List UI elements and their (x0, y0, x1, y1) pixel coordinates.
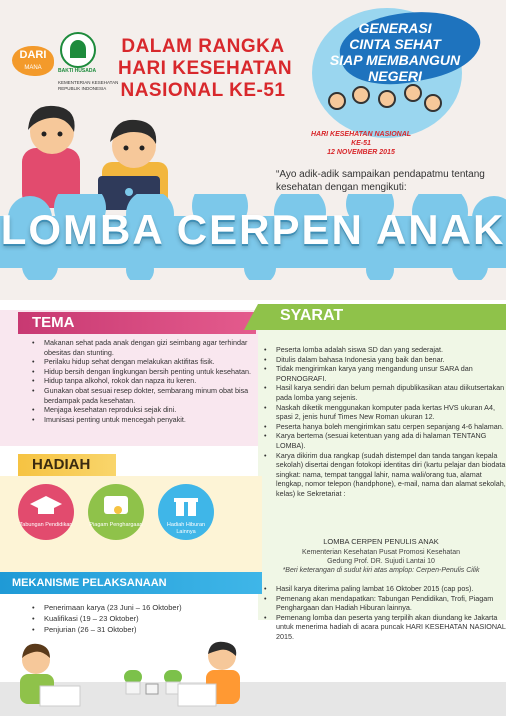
secretariat-address (262, 537, 500, 575)
dari-logo-sub: MANA (24, 65, 42, 71)
mekanisme-list (30, 602, 260, 635)
tema-heading-text: TEMA (32, 314, 75, 331)
badge-ribbon-line2: 12 NOVEMBER 2015 (327, 149, 395, 156)
mekanisme-heading (0, 572, 262, 594)
list-item: • Kualifikasi (19 – 23 Oktober) (40, 613, 260, 624)
address-title: LOMBA CERPEN PENULIS ANAK (323, 537, 439, 546)
event-heading (118, 36, 293, 102)
list-item: • Peserta lomba adalah siswa SD dan yang sederajat. (272, 345, 506, 355)
syarat-extra-list (262, 584, 506, 642)
hadiah-heading-text: HADIAH (32, 456, 91, 473)
list-item: • Ditulis dalam bahasa Indonesia yang baik dan benar. (272, 355, 506, 365)
tema-heading (18, 312, 256, 334)
badge-ribbon (308, 130, 414, 157)
list-item: • Gunakan obat sesuai resep dokter, sembarang minum obat bisa berdampak pada kesehatan. (40, 386, 266, 405)
badge-line4: NEGERI (368, 68, 422, 84)
list-item: • Pemenang lomba dan peserta yang terpilih akan diundang ke Jakarta untuk menerima hadiah di acara puncak HARI KESEHATAN NASIONAL 2015. (272, 613, 506, 642)
event-heading-line2: HARI KESEHATAN (118, 58, 293, 79)
main-title: LOMBA CERPEN ANAK (0, 206, 506, 253)
certificate-scroll-icon (88, 484, 144, 540)
prize-label: Tabungan Pendidikan (19, 522, 73, 528)
address-note: *Beri keterangan di sudut kiri atas amplop: Cerpen-Penulis Cilik (282, 567, 480, 574)
kemenkes-label: KEMENTERIAN KESEHATAN REPUBLIK INDONESIA (58, 80, 119, 91)
list-item: • Tidak mengirimkan karya yang mengandung unsur SARA dan PORNOGRAFI. (272, 364, 506, 383)
list-item: • Hidup tanpa alkohol, rokok dan napza itu keren. (40, 376, 266, 386)
dari-logo-text: DARI (19, 49, 47, 61)
list-item: • Perilaku hidup sehat dengan melakukan aktifitas fisik. (40, 357, 266, 367)
list-item: • Menjaga kesehatan reproduksi sejak dini. (40, 405, 266, 415)
badge-line1: GENERASI (358, 20, 432, 36)
list-item: • Hidup bersih dengan lingkungan bersih penting untuk kesehatan. (40, 367, 266, 377)
list-item: • Hasil karya sendiri dan belum pernah dipublikasikan atau diikutsertakan pada lomba yang sejenis. (272, 383, 506, 402)
list-item: • Imunisasi penting untuk mencegah penyakit. (40, 415, 266, 425)
badge-line3: SIAP MEMBANGUN (329, 52, 461, 68)
mekanisme-heading-text: MEKANISME PELAKSANAAN (12, 577, 167, 589)
bakti-husada-logo-icon (60, 32, 96, 68)
address-line2: Gedung Prof. DR. Sujudi Lantai 10 (327, 558, 435, 565)
prize-label: Piagam Penghargaan (89, 522, 143, 528)
list-item: • Hasil karya diterima paling lambat 16 Oktober 2015 (cap pos). (272, 584, 506, 594)
bakti-husada-label: BAKTI HUSADA (58, 68, 97, 74)
dari-logo (12, 46, 54, 76)
writing-kids-illustration (10, 640, 500, 716)
list-item: • Karya bertema (sesuai ketentuan yang ada di halaman TENTANG LOMBA). (272, 431, 506, 450)
graduation-cap-icon (18, 484, 74, 540)
badge-line2: CINTA SEHAT (349, 36, 441, 52)
list-item: • Peserta hanya boleh mengirimkan satu cerpen sepanjang 4-6 halaman. (272, 422, 506, 432)
list-item: • Penerimaan karya (23 Juni – 16 Oktober) (40, 602, 260, 613)
prize-label: Hadiah Hiburan Lainnya (166, 522, 206, 535)
badge-slogan (320, 20, 470, 84)
tema-list (30, 338, 266, 424)
list-item: • Penjurian (26 – 31 Oktober) (40, 624, 260, 635)
address-line1: Kementerian Kesehatan Pusat Promosi Kesehatan (302, 549, 460, 556)
syarat-heading (258, 304, 506, 330)
list-item: • Karya dikirim dua rangkap (sudah distempel dan tanda tangan kepala sekolah) disertai dengan fotokopi identitas diri (kartu pelajar dan biodata singkat: nama, tempat tanggal lahir, nama wali/orang tua, alamat lengkap, nomor telepon (handphone), e-mail, nama dan alamat sekolah, kelas) ke Sekretariat : (272, 451, 506, 499)
list-item: • Naskah diketik menggunakan komputer pada kertas HVS ukuran A4, spasi 2, jenis huruf Times New Roman ukuran 12. (272, 403, 506, 422)
children-illustration (322, 80, 442, 116)
list-item: • Makanan sehat pada anak dengan gizi seimbang agar terhindar obesitas dan stunting. (40, 338, 266, 357)
intro-text: “Ayo adik-adik sampaikan pendapatmu tentang kesehatan dengan mengikuti: (276, 169, 485, 193)
event-heading-line1: DALAM RANGKA (121, 36, 285, 57)
list-item: • Pemenang akan mendapatkan: Tabungan Pendidikan, Trofi, Piagam Penghargaan dan Hadiah Hiburan lainnya. (272, 594, 506, 613)
syarat-heading-text: SYARAT (280, 307, 344, 324)
event-heading-line3: NASIONAL KE-51 (120, 80, 286, 101)
hadiah-heading (18, 454, 116, 476)
badge-ribbon-line1: HARI KESEHATAN NASIONAL KE-51 (310, 131, 412, 147)
syarat-list (262, 345, 506, 499)
